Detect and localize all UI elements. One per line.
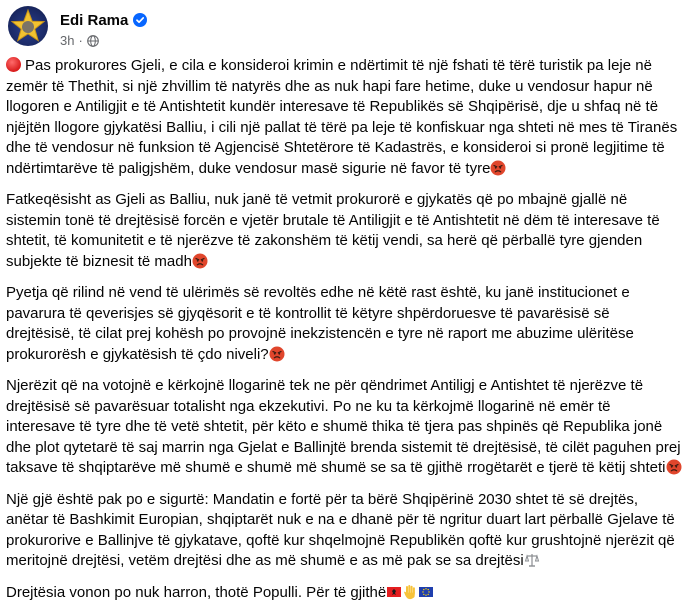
- angry-face-icon: [666, 459, 682, 475]
- paragraph-text: Drejtësia vonon po nuk harron, thotë Populli. Për të gjithë: [6, 583, 387, 601]
- post-header: [8, 6, 678, 52]
- post-paragraph-2: [6, 190, 682, 272]
- post-time[interactable]: 3h: [60, 33, 75, 48]
- post-paragraph-1: [6, 56, 682, 179]
- post-meta: [60, 33, 99, 48]
- post-paragraph-6: [6, 583, 682, 604]
- post-body: [6, 56, 682, 614]
- author-name[interactable]: Edi Rama: [60, 11, 129, 29]
- globe-icon[interactable]: [87, 35, 99, 47]
- angry-face-icon: [192, 253, 208, 269]
- author-name-row: [60, 10, 147, 30]
- paragraph-text: Njerëzit që na votojnë e kërkojnë llogarinë tek ne për qëndrimet Antiligj e Antishtet të njerëzve të drejtësisë së pavarësuar totalisht nga ekzekutivi. Po ne ku ta kërkojmë llogarinë në emër të interesave të tyre dhe të vetë shtetit, për këto e shumë thika të tjera pas shpinës që Republika jonë dhe plot qytetarë të saj marrin nga Gjelat e Ballinjtë brenda sistemit të drejtësisë, të cilët paguhen prej taksave të shqiptarëve më shumë e shumë më shumë se sa të gjithë rrogëtarët e tjerë të këtij shteti: [6, 377, 681, 476]
- eu-flag-icon: [418, 584, 434, 600]
- paragraph-text: Fatkeqësisht as Gjeli as Balliu, nuk janë të vetmit prokurorë e gjykatës që po mbajnë gjallë në sistemin tonë të drejtësisë forcën e vjetër brutale të Antiligjit e të Antishtetit në dëm të interesave të shtetit, të komunitetit e të njerëzve të zakonshëm të këtij vendi, sa herë që përballë tyre gjenden subjekte të biznesit të madh: [6, 191, 660, 270]
- angry-face-icon: [490, 160, 506, 176]
- paragraph-text: Një gjë është pak po e sigurtë: Mandatin e fortë për ta bërë Shqipërinë 2030 shtet të së drejtës, anëtar të Bashkimit Europian, shqiptarët nuk e na e dhanë për të ngritur duart lart përballë Gjelave të prokurorive e Ballinjve të gjykatave, qoftë kur shqelmojnë Republikën qoftë kur grushtojnë njerëzit që meritojnë drejtësi, vetëm drejtësi dhe as më shumë e as më pak se sa drejtësi: [6, 490, 675, 569]
- author-avatar[interactable]: [8, 6, 48, 46]
- verified-badge-icon: [133, 13, 147, 27]
- post-paragraph-5: [6, 490, 682, 572]
- balance-scale-icon: [524, 552, 540, 568]
- red-circle-icon: [6, 57, 21, 72]
- meta-separator: ·: [78, 33, 83, 48]
- paragraph-text: Pyetja që rilind në vend të ulërimës së revoltës edhe në këtë rast është, ku janë institucionet e pavarura të qeverisjes së gjyqësorit e të kontrollit të këtyre shpërdoruesve të pavarësisë së drejtësisë, të cilat prej kohësh po provojnë inekzistencën e tyre në raport me abuzime ulëritëse prokurorësh e gjykatësish të çdo niveli?: [6, 284, 634, 363]
- albania-flag-icon: [386, 584, 402, 600]
- post-paragraph-4: [6, 376, 682, 479]
- avatar-star-icon: [8, 6, 48, 46]
- paragraph-text: Pas prokurores Gjeli, e cila e konsideroi krimin e ndërtimit të një fshati të tërë turistik pa leje në zemër të Thethit, si një zhvillim të natyrës dhe as nuk hapi fare hetime, duke u vendosur hapur në llogoren e Antiligjit e të Antishtetit kundër interesave të Republikës së Shqipërisë, dje u shfaq në të njëjtën llogore gjykatësi Balliu, i cili një pallat të tërë pa leje të konfiskuar nga shteti në mes të Tiranës dhe të vendosur në funksion të Agjencisë Shtetërore të Kadastrës, e konsideroi si pronë legjitime të ndërtimtarëve të paligjshëm, duke vendosur masë sigurie në favor të tyre: [6, 57, 678, 177]
- post-paragraph-3: [6, 283, 682, 365]
- raised-hand-icon: [402, 584, 418, 600]
- angry-face-icon: [269, 346, 285, 362]
